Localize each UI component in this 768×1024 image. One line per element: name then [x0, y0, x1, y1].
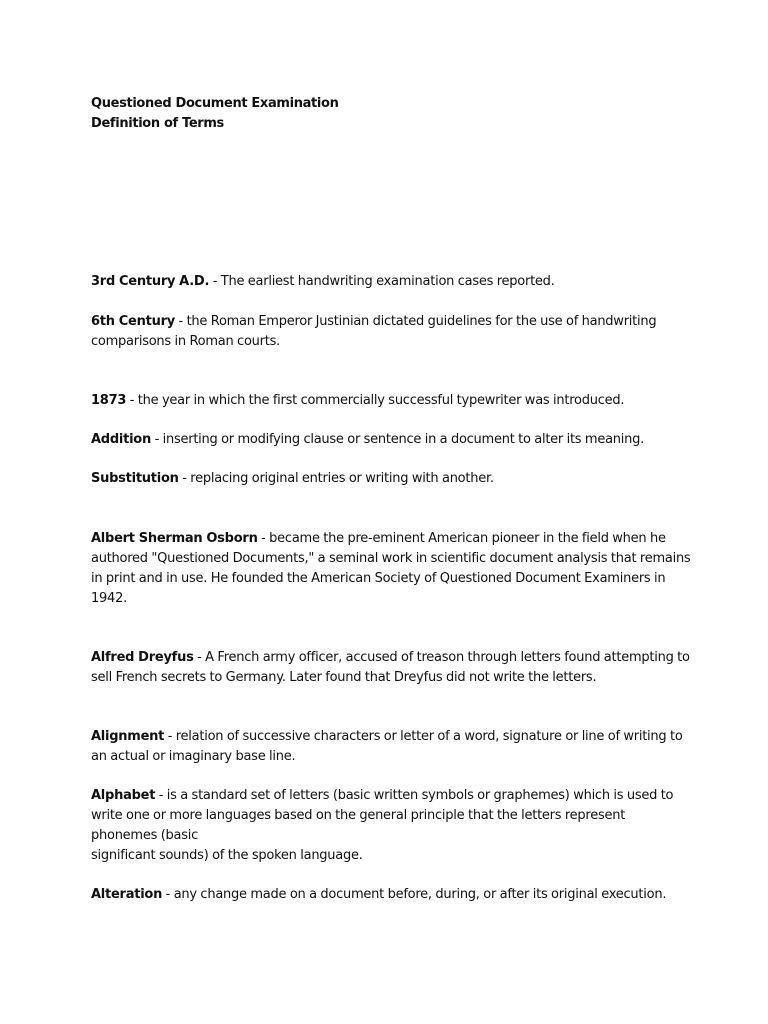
definition-entry — [91, 272, 691, 292]
term-definition: - became the pre-eminent American pioneer in the field when he authored "Questioned Documents," a seminal work in scientific document analysis that remains in print and in use. He founded the American Society of Questioned Document Examiners in 1942. — [91, 531, 691, 606]
term-label: 1873 — [91, 393, 127, 408]
term-label: Alphabet — [91, 788, 156, 803]
definition-entry — [91, 885, 691, 905]
definition-entry — [91, 312, 691, 352]
definition-entry — [91, 430, 691, 450]
term-label: Albert Sherman Osborn — [91, 531, 258, 546]
term-label: Addition — [91, 432, 151, 447]
term-definition: - inserting or modifying clause or sentence in a document to alter its meaning. — [151, 432, 645, 447]
term-label: 3rd Century A.D. — [91, 274, 210, 289]
definition-entry — [91, 529, 691, 609]
term-label: 6th Century — [91, 314, 175, 329]
definition-entry — [91, 786, 691, 866]
term-label: Substitution — [91, 471, 179, 486]
term-label: Alfred Dreyfus — [91, 650, 194, 665]
definition-entry — [91, 727, 691, 767]
term-definition: - is a standard set of letters (basic written symbols or graphemes) which is used to write one or more languages based on the general principle that the letters represent phonemes (basic — [91, 788, 674, 843]
document-title: Questioned Document Examination — [91, 96, 339, 111]
term-definition: - The earliest handwriting examination cases reported. — [209, 274, 555, 289]
document-header — [91, 94, 338, 134]
term-definition-continued: significant sounds) of the spoken language. — [91, 848, 363, 863]
term-label: Alignment — [91, 729, 165, 744]
definition-entry — [91, 648, 691, 688]
term-definition: - any change made on a document before, during, or after its original execution. — [162, 887, 667, 902]
term-definition: - relation of successive characters or letter of a word, signature or line of writing to an actual or imaginary base line. — [91, 729, 683, 764]
term-definition: - A French army officer, accused of treason through letters found attempting to sell French secrets to Germany. Later found that Dreyfus did not write the letters. — [91, 650, 690, 685]
term-definition: - replacing original entries or writing with another. — [178, 471, 494, 486]
document-subtitle: Definition of Terms — [91, 116, 224, 131]
term-definition: - the Roman Emperor Justinian dictated guidelines for the use of handwriting comparisons in Roman courts. — [91, 314, 657, 349]
term-label: Alteration — [91, 887, 163, 902]
term-definition: - the year in which the first commercially successful typewriter was introduced. — [126, 393, 625, 408]
definition-entry — [91, 469, 691, 489]
definition-entry — [91, 391, 691, 411]
